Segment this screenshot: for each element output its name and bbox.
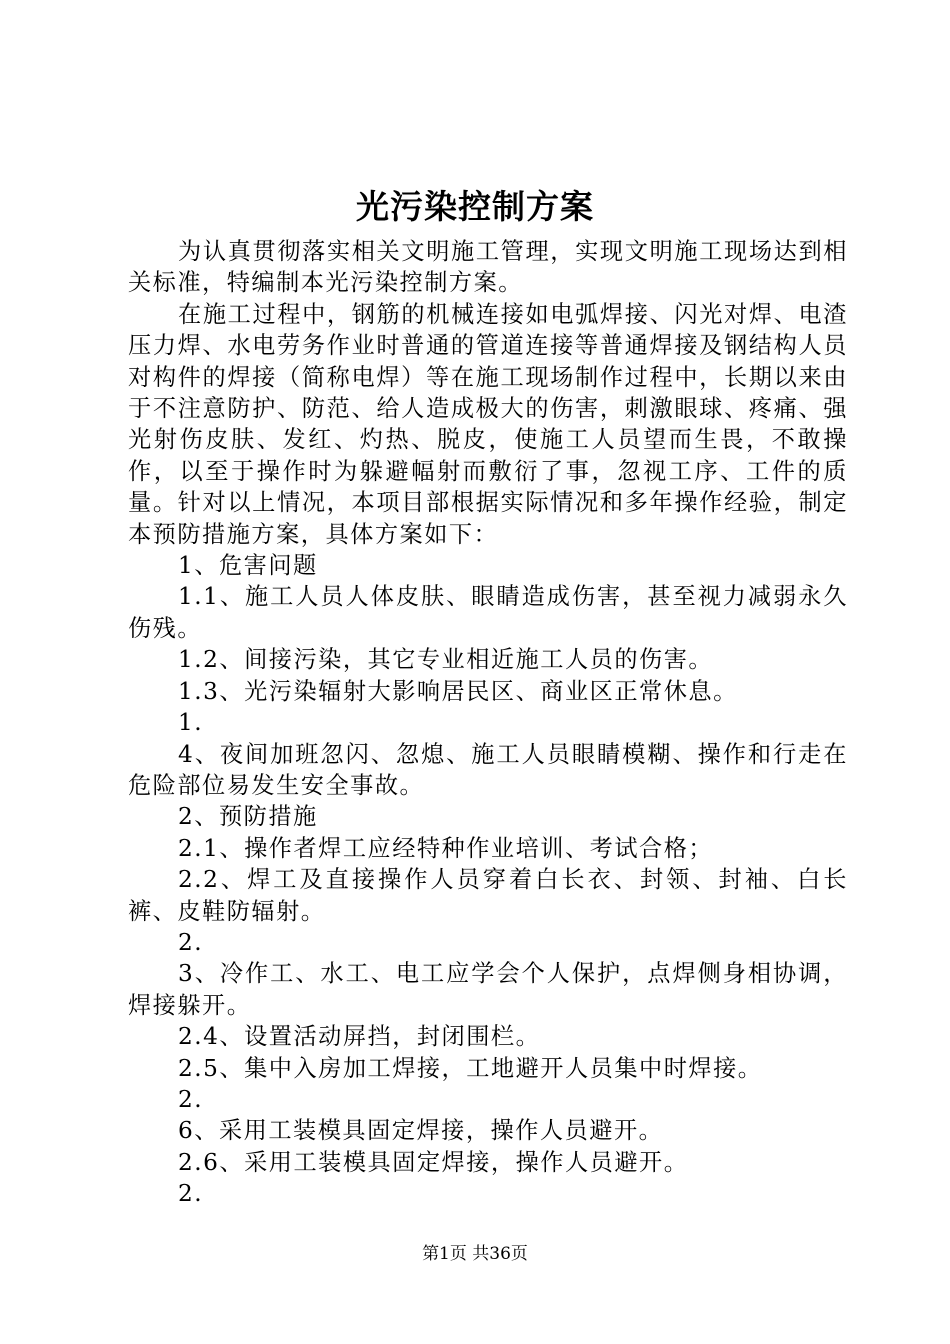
list-item: 1. <box>178 709 204 737</box>
document-body <box>128 236 848 1210</box>
paragraph: 为认真贯彻落实相关文明施工管理，实现文明施工现场达到相关标准，特编制本光污染控制方案。 <box>128 238 848 297</box>
section-heading: 2、预防措施 <box>178 803 318 831</box>
list-item: 1.1、施工人员人体皮肤、眼睛造成伤害，甚至视力减弱永久伤残。 <box>128 583 848 642</box>
list-item: 1.2、间接污染，其它专业相近施工人员的伤害。 <box>178 646 714 674</box>
list-item: 2. <box>178 1180 204 1208</box>
section-heading: 1、危害问题 <box>178 552 318 580</box>
list-item: 2.6、采用工装模具固定焊接，操作人员避开。 <box>178 1148 689 1176</box>
list-item: 1.3、光污染辐射大影响居民区、商业区正常休息。 <box>178 677 738 705</box>
list-item: 6、采用工装模具固定焊接，操作人员避开。 <box>178 1117 664 1145</box>
page-number: 第1页 共36页 <box>422 1244 528 1264</box>
list-item: 2.1、操作者焊工应经特种作业培训、考试合格； <box>178 834 714 862</box>
list-item: 2.2、焊工及直接操作人员穿着白长衣、封领、封袖、白长裤、皮鞋防辐射。 <box>128 866 848 925</box>
list-item: 2. <box>178 1085 204 1113</box>
paragraph: 在施工过程中，钢筋的机械连接如电弧焊接、闪光对焊、电渣压力焊、水电劳务作业时普通的管道连接等普通焊接及钢结构人员对构件的焊接（简称电焊）等在施工现场制作过程中，长期以来由于不注意防护、防范、给人造成极大的伤害，刺激眼球、疼痛、强光射伤皮肤、发红、灼热、脱皮，使施工人员望而生畏，不敢操作，以至于操作时为躲避幅射而敷衍了事，忽视工序、工件的质量。针对以上情况，本项目部根据实际情况和多年操作经验，制定本预防措施方案，具体方案如下： <box>128 300 848 548</box>
list-item: 4、夜间加班忽闪、忽熄、施工人员眼睛模糊、操作和行走在危险部位易发生安全事故。 <box>128 740 848 799</box>
document-title: 光污染控制方案 <box>356 187 594 226</box>
list-item: 2. <box>178 928 204 956</box>
list-item: 2.5、集中入房加工焊接，工地避开人员集中时焊接。 <box>178 1054 763 1082</box>
list-item: 2.4、设置活动屏挡，封闭围栏。 <box>178 1023 541 1051</box>
list-item: 3、冷作工、水工、电工应学会个人保护，点焊侧身相协调，焊接躲开。 <box>128 960 848 1019</box>
